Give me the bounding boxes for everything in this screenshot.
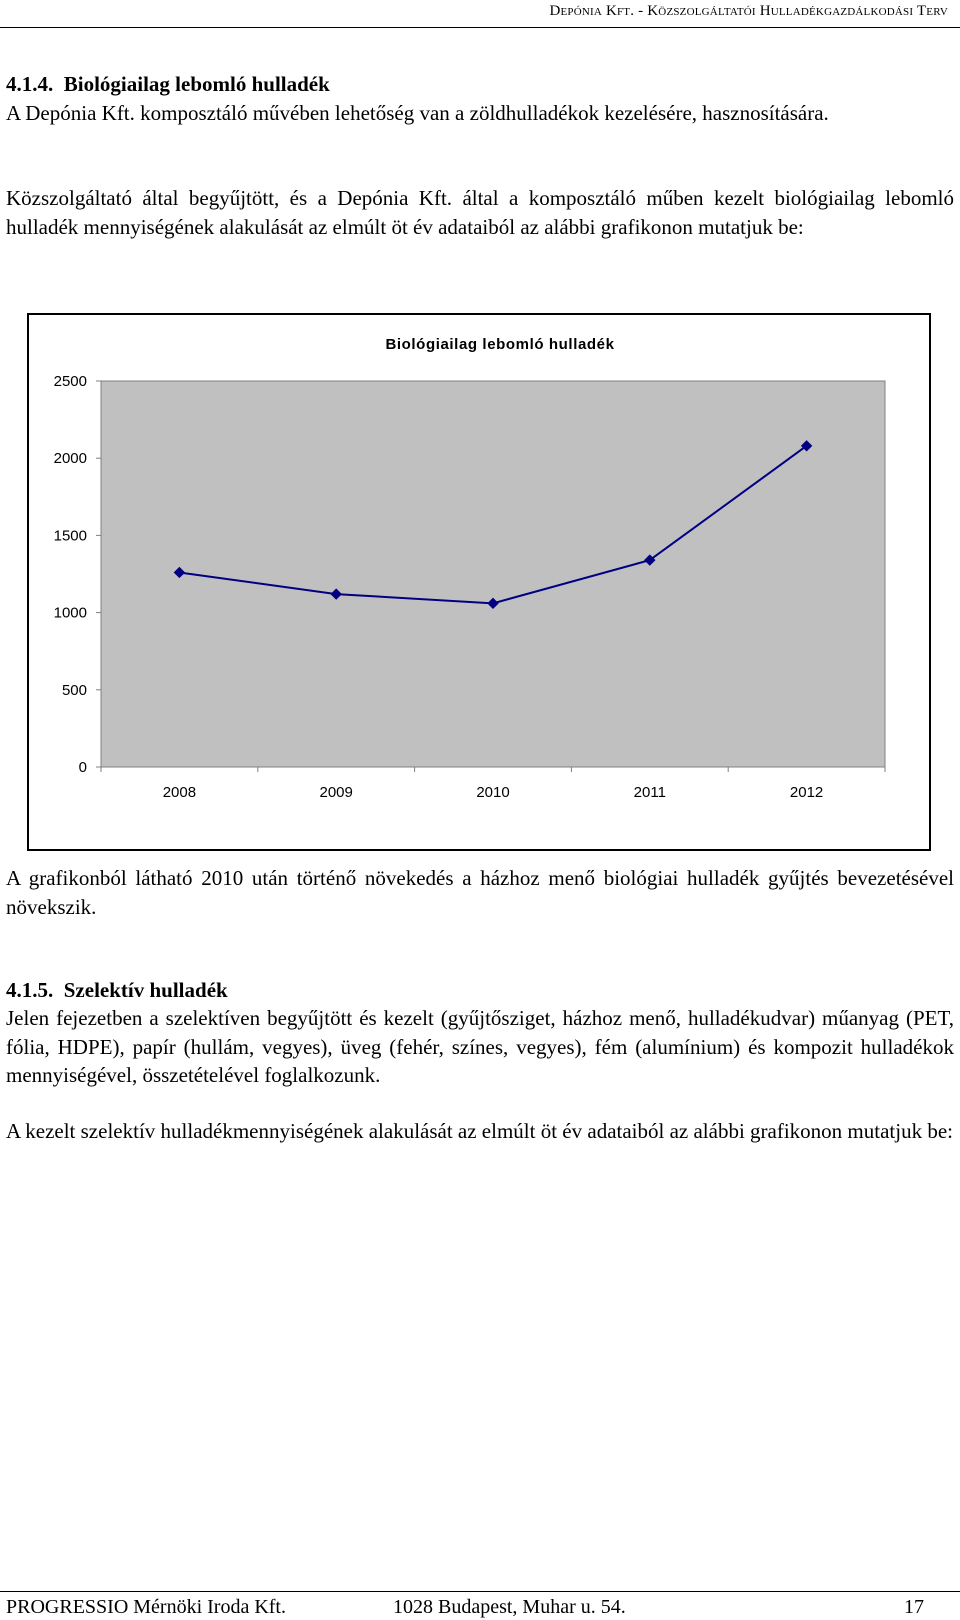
section-414-para1: A Depónia Kft. komposztáló művében lehetőség van a zöldhulladékok kezelésére, hasznosítására. xyxy=(6,101,829,125)
y-tick-label: 0 xyxy=(78,759,87,776)
page-footer xyxy=(0,1591,960,1620)
section-414-number: 4.1.4. xyxy=(6,72,54,96)
x-tick-label: 2011 xyxy=(633,784,666,801)
section-415-heading xyxy=(6,976,954,1005)
section-414-para2: Közszolgáltató által begyűjtött, és a Depónia Kft. által a komposztáló műben kezelt biológiailag lebomló hulladék mennyiségének alakulását az elmúlt öt év adataiból az alábbi grafikonon mutatjuk be: xyxy=(6,186,954,239)
footer-address: 1028 Budapest, Muhar u. 54. xyxy=(393,1596,626,1618)
y-tick-label: 2000 xyxy=(53,450,87,468)
y-tick-label: 2500 xyxy=(53,373,87,390)
x-tick-label: 2009 xyxy=(319,784,353,801)
section-414-title: Biológiailag lebomló hulladék xyxy=(63,72,330,96)
x-tick-label: 2010 xyxy=(476,784,510,801)
biowaste-chart xyxy=(27,313,931,851)
header-text: Depónia Kft. - Közszolgáltatói Hulladékgazdálkodási Terv xyxy=(549,3,948,19)
section-415-para1: Jelen fejezetben a szelektíven begyűjtött és kezelt (gyűjtősziget, házhoz menő, hulladékudvar) műanyag (PET, fólia, HDPE), papír (hullám, vegyes), üveg (fehér, színes, vegyes), fém (alumínium) és kompozit hulladékok mennyiségével, összetételével foglalkozunk. xyxy=(6,1006,954,1087)
plot-area xyxy=(101,381,885,767)
footer-company: PROGRESSIO Mérnöki Iroda Kft. xyxy=(6,1596,286,1618)
y-tick-label: 1500 xyxy=(53,527,87,545)
y-tick-label: 500 xyxy=(61,681,87,699)
section-415-number: 4.1.5. xyxy=(6,978,54,1002)
x-tick-label: 2012 xyxy=(789,784,824,801)
section-415-para2: A kezelt szelektív hulladékmennyiségének alakulását az elmúlt öt év adataiból az alábbi grafikonon mutatjuk be: xyxy=(6,1119,953,1143)
chart-title: Biológiailag lebomló hulladék xyxy=(385,336,615,353)
chart-svg xyxy=(29,315,929,849)
footer-page-number: 17 xyxy=(904,1596,924,1618)
section-414-heading xyxy=(6,70,954,99)
page-header xyxy=(0,0,960,28)
section-415-title: Szelektív hulladék xyxy=(63,978,228,1002)
section-414-para3: A grafikonból látható 2010 után történő növekedés a házhoz menő biológiai hulladék gyűjtés bevezetésével növekszik. xyxy=(6,866,954,919)
y-tick-label: 1000 xyxy=(53,604,87,622)
x-tick-label: 2008 xyxy=(162,784,197,801)
